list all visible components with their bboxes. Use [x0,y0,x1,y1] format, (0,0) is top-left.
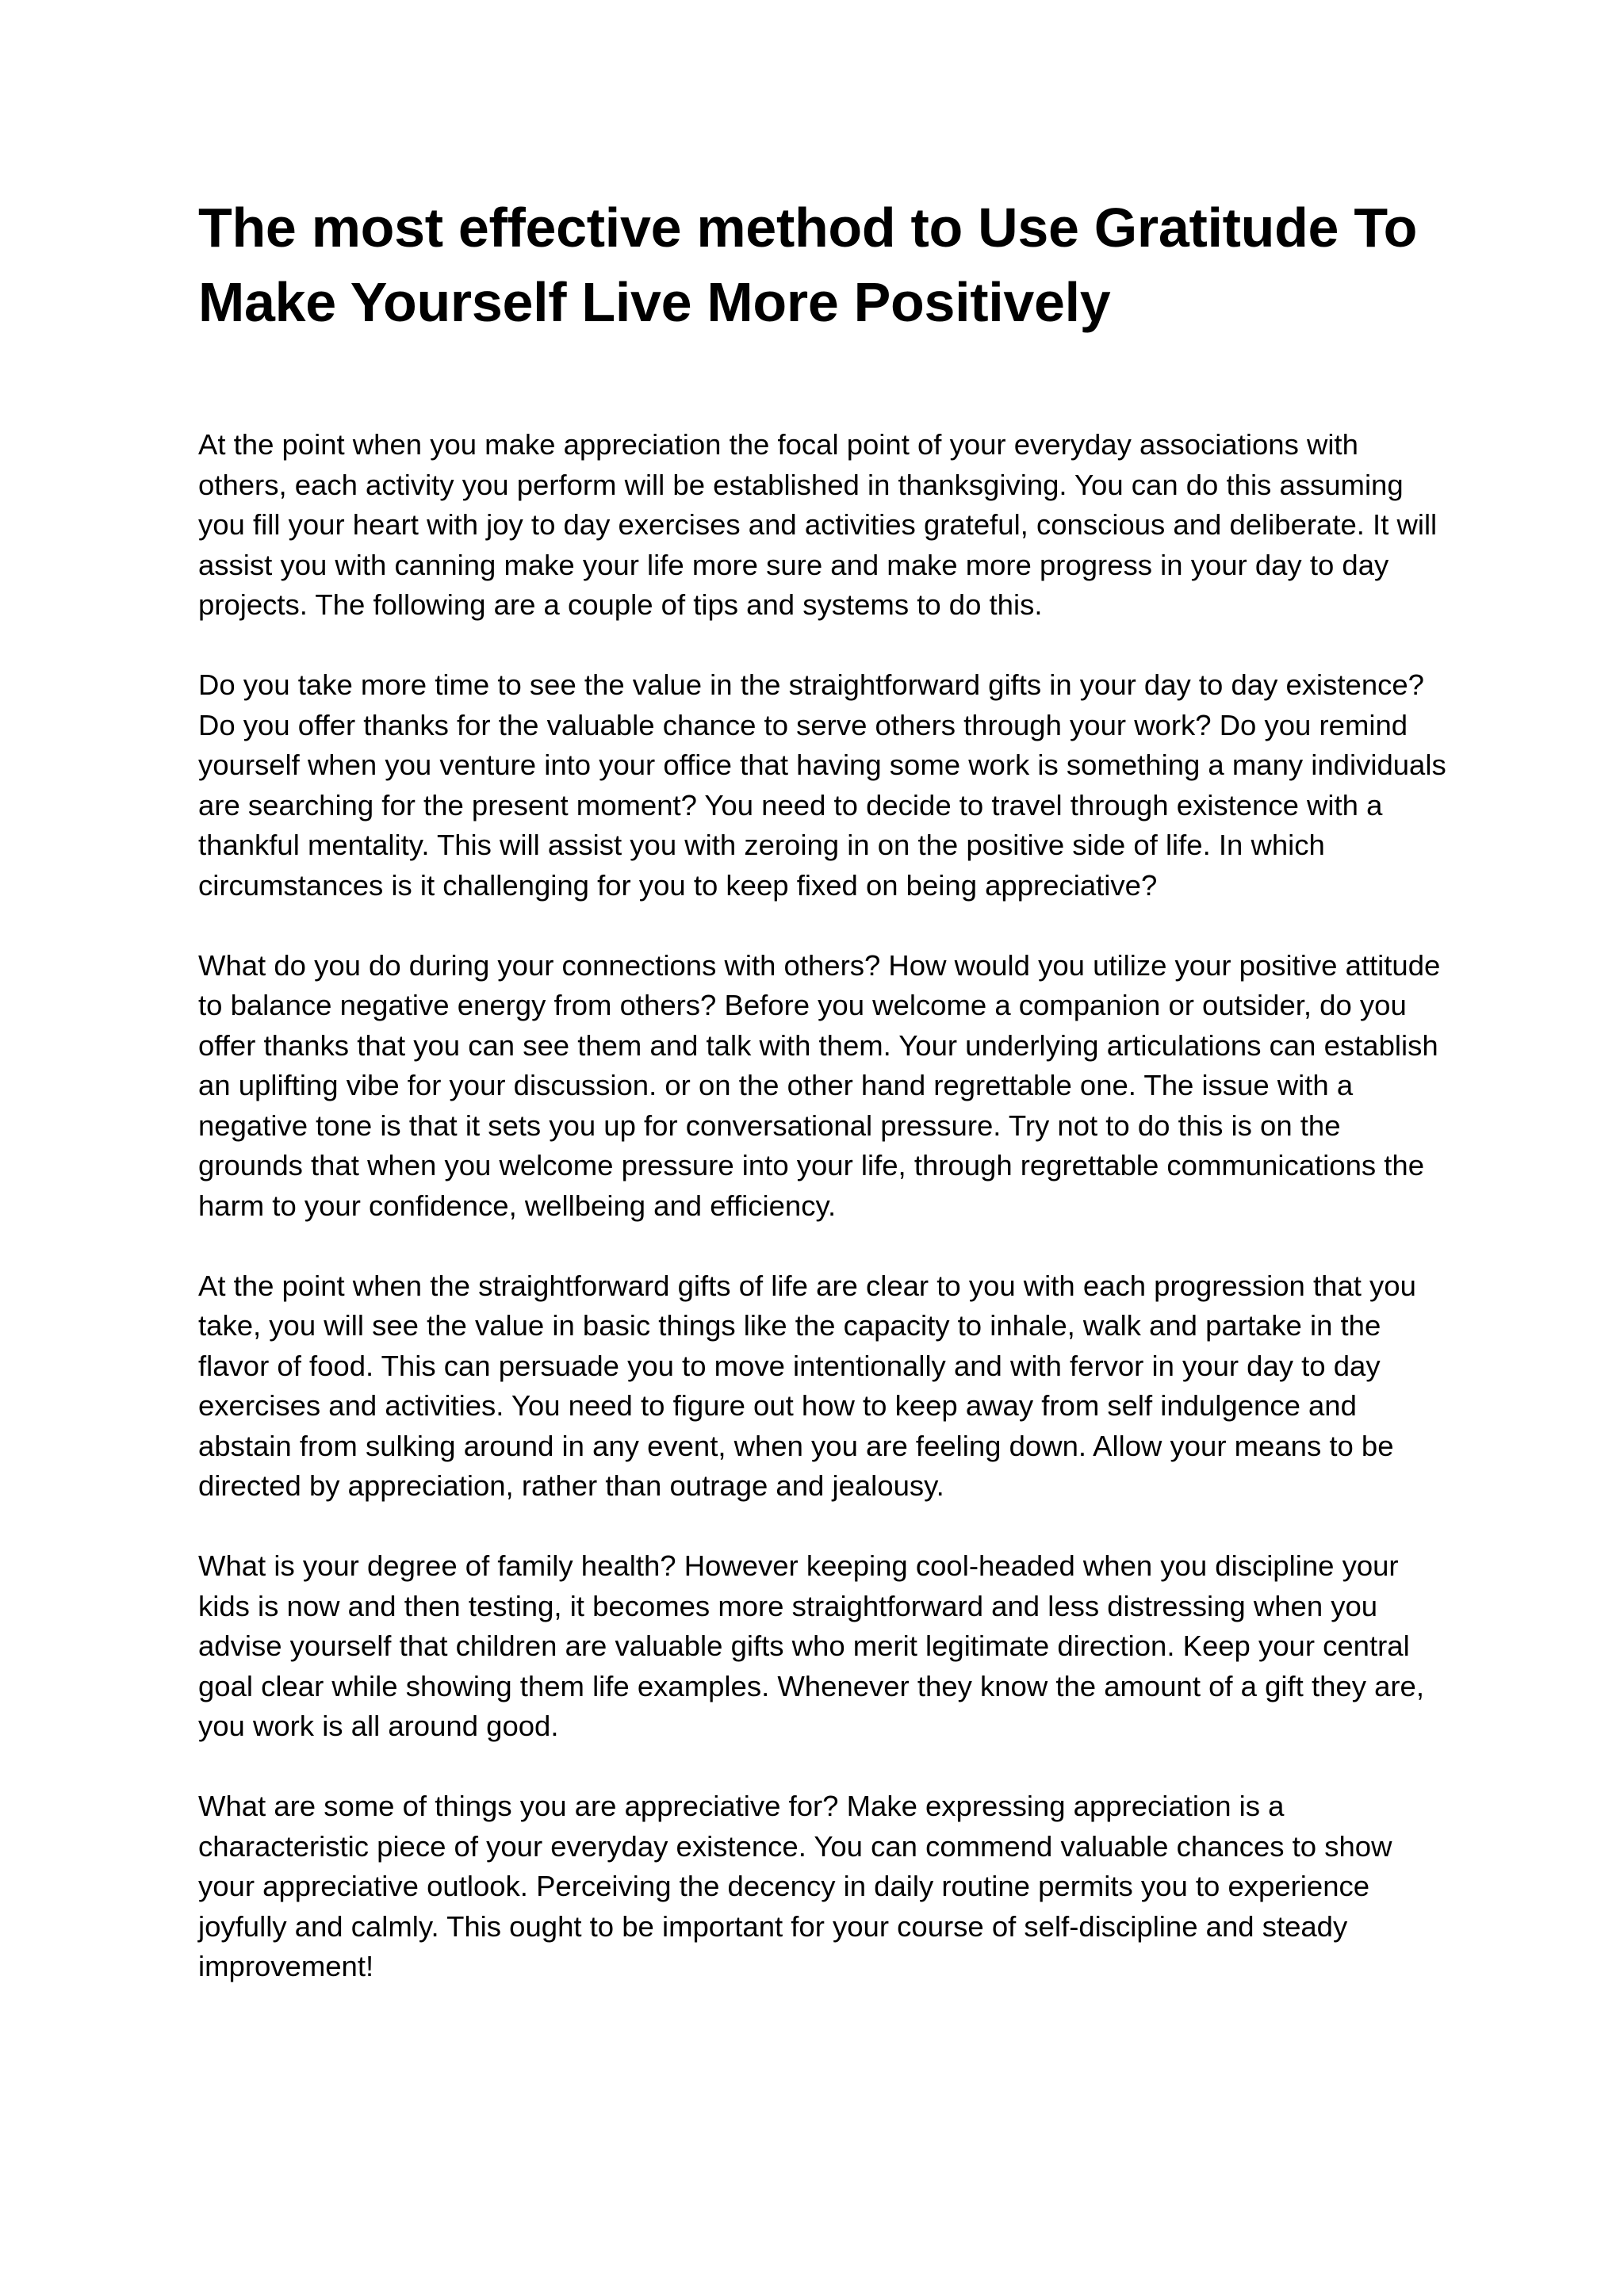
paragraph-2: Do you take more time to see the value in the straightforward gifts in your day to day existence? Do you offer thanks for the valuable chance to serve others through your work? Do you remind yourself when you venture into your office that having some work is something a many individuals are searching for the present moment? You need to decide to travel through existence with a thankful mentality. This will assist you with zeroing in on the positive side of life. In which circumstances is it challenging for you to keep fixed on being appreciative? [198,668,1446,902]
paragraph-6: What are some of things you are appreciative for? Make expressing appreciation is a characteristic piece of your everyday existence. You can commend valuable chances to show your appreciative outlook. Perceiving the decency in daily routine permits you to experience joyfully and calmly. This ought to be important for your course of self-discipline and steady improvement! [198,1790,1392,1982]
document-body [198,190,1451,1987]
document-title: The most effective method to Use Gratitude To Make Yourself Live More Positively [198,197,1418,333]
paragraph-1: At the point when you make appreciation the focal point of your everyday associations with others, each activity you perform will be established in thanksgiving. You can do this assuming you fill your heart with joy to day exercises and activities grateful, conscious and deliberate. It will assist you with canning make your life more sure and make more progress in your day to day projects. The following are a couple of tips and systems to do this. [198,428,1438,621]
paragraph-5: What is your degree of family health? However keeping cool-headed when you discipline your kids is now and then testing, it becomes more straightforward and less distressing when you advise yourself that children are valuable gifts who merit legitimate direction. Keep your central goal clear while showing them life examples. Whenever they know the amount of a gift they are, you work is all around good. [198,1549,1424,1742]
paragraph-3: What do you do during your connections with others? How would you utilize your positive attitude to balance negative energy from others? Before you welcome a companion or outsider, do you offer thanks that you can see them and talk with them. Your underlying articulations can establish an uplifting vibe for your discussion. or on the other hand regrettable one. The issue with a negative tone is that it sets you up for conversational pressure. Try not to do this is on the grounds that when you welcome pressure into your life, through regrettable communications the harm to your confidence, wellbeing and efficiency. [198,948,1441,1222]
paragraph-4: At the point when the straightforward gifts of life are clear to you with each progression that you take, you will see the value in basic things like the capacity to inhale, walk and partake in the flavor of food. This can persuade you to move intentionally and with fervor in your day to day exercises and activities. You need to figure out how to keep away from self indulgence and abstain from sulking around in any event, when you are feeling down. Allow your means to be directed by appreciation, rather than outrage and jealousy. [198,1269,1416,1502]
